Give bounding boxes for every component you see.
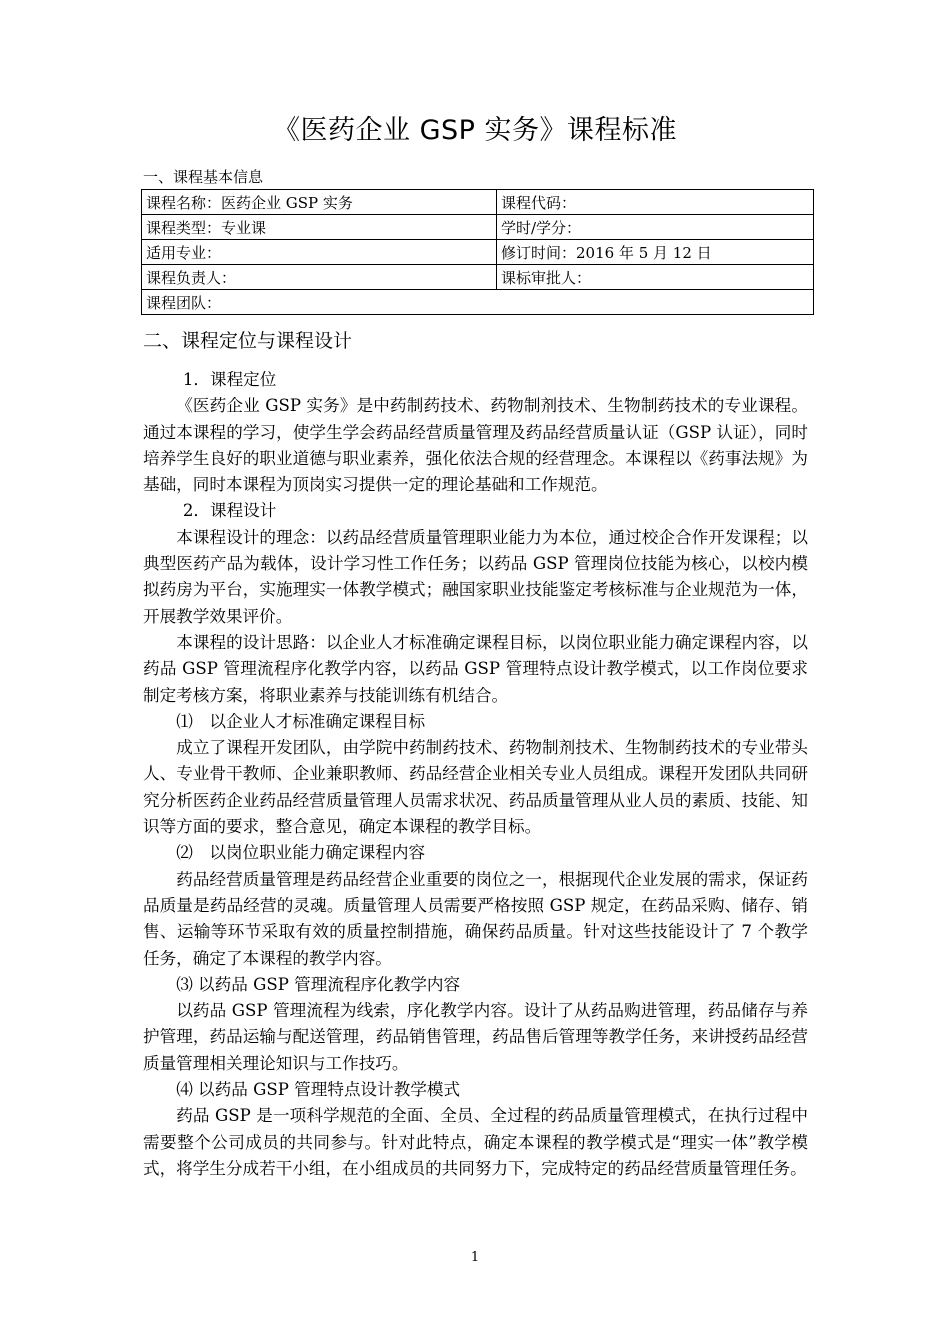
section-heading-positioning: 二、课程定位与课程设计	[143, 330, 353, 352]
paragraph: 本课程的设计思路：以企业人才标准确定课程目标，以岗位职业能力确定课程内容，以药品 GSP 管理流程序化教学内容，以药品 GSP 管理特点设计教学模式，以工作岗位要求制定考核方案，将职业素养与技能训练有机结合。	[143, 632, 808, 705]
table-cell: 课程名称：医药企业 GSP 实务	[142, 190, 497, 215]
paragraph: 药品 GSP 是一项科学规范的全面、全员、全过程的药品质量管理模式，在执行过程中需要整个公司成员的共同参与。针对此特点，确定本课程的教学模式是“理实一体”教学模式，将学生分成若干小组，在小组成员的共同努力下，完成特定的药品经营质量管理任务。	[143, 1106, 808, 1178]
page-number: 1	[470, 1250, 480, 1265]
paragraph: 本课程设计的理念：以药品经营质量管理职业能力为本位，通过校企合作开发课程；以典型医药产品为载体，设计学习性工作任务；以药品 GSP 管理岗位技能为核心，以校内模拟药房为平台，实施理实一体教学模式；融国家职业技能鉴定考核标准与企业规范为一体，开展教学效果评价。	[143, 527, 808, 626]
table-cell: 课程代码：	[497, 190, 814, 215]
table-cell: 课程负责人：	[142, 265, 497, 290]
table-row	[142, 290, 814, 315]
subheading-course-design: 2．课程设计	[182, 501, 277, 521]
list-item-heading: ⑷ 以药品 GSP 管理特点设计教学模式	[176, 1080, 461, 1100]
document-body	[143, 367, 808, 1182]
course-info-table	[141, 189, 814, 315]
table-row	[142, 265, 814, 290]
section-heading-basic-info: 一、课程基本信息	[143, 168, 264, 186]
list-item-heading: ⑵ 以岗位职业能力确定课程内容	[176, 843, 426, 863]
paragraph: 成立了课程开发团队，由学院中药制药技术、药物制剂技术、生物制药技术的专业带头人、专业骨干教师、企业兼职教师、药品经营企业相关专业人员组成。课程开发团队共同研究分析医药企业药品经营质量管理人员需求状况、药品质量管理从业人员的素质、技能、知识等方面的要求，整合意见，确定本课程的教学目标。	[143, 738, 808, 837]
paragraph: 《医药企业 GSP 实务》是中药制药技术、药物制剂技术、生物制药技术的专业课程。通过本课程的学习，使学生学会药品经营质量管理及药品经营质量认证（GSP 认证），同时培养学生良好的职业道德与职业素养，强化依法合规的经营理念。本课程以《药事法规》为基础，同时本课程为顶岗实习提供一定的理论基础和工作规范。	[143, 396, 808, 495]
list-item-heading: ⑶ 以药品 GSP 管理流程序化教学内容	[176, 974, 461, 994]
document-title: 《医药企业 GSP 实务》课程标准	[272, 115, 677, 146]
table-row	[142, 190, 814, 215]
table-cell: 适用专业：	[142, 240, 497, 265]
paragraph: 药品经营质量管理是药品经营企业重要的岗位之一，根据现代企业发展的需求，保证药品质量是药品经营的灵魂。质量管理人员需要严格按照 GSP 规定，在药品采购、储存、销售、运输等环节采取有效的质量控制措施，确保药品质量。针对这些技能设计了 7 个教学任务，确定了本课程的教学内容。	[143, 869, 808, 968]
table-row	[142, 215, 814, 240]
table-cell-team: 课程团队：	[142, 290, 814, 315]
table-cell: 课标审批人：	[497, 265, 814, 290]
list-item-heading: ⑴ 以企业人才标准确定课程目标	[176, 711, 426, 731]
table-cell: 课程类型：专业课	[142, 215, 497, 240]
table-row	[142, 240, 814, 265]
subheading-course-positioning: 1．课程定位	[182, 370, 277, 389]
paragraph: 以药品 GSP 管理流程为线索，序化教学内容。设计了从药品购进管理，药品储存与养护管理，药品运输与配送管理，药品销售管理，药品售后管理等教学任务，来讲授药品经营质量管理相关理论知识与工作技巧。	[143, 1001, 808, 1073]
table-cell: 修订时间：2016 年 5 月 12 日	[497, 240, 814, 265]
table-cell: 学时/学分：	[497, 215, 814, 240]
